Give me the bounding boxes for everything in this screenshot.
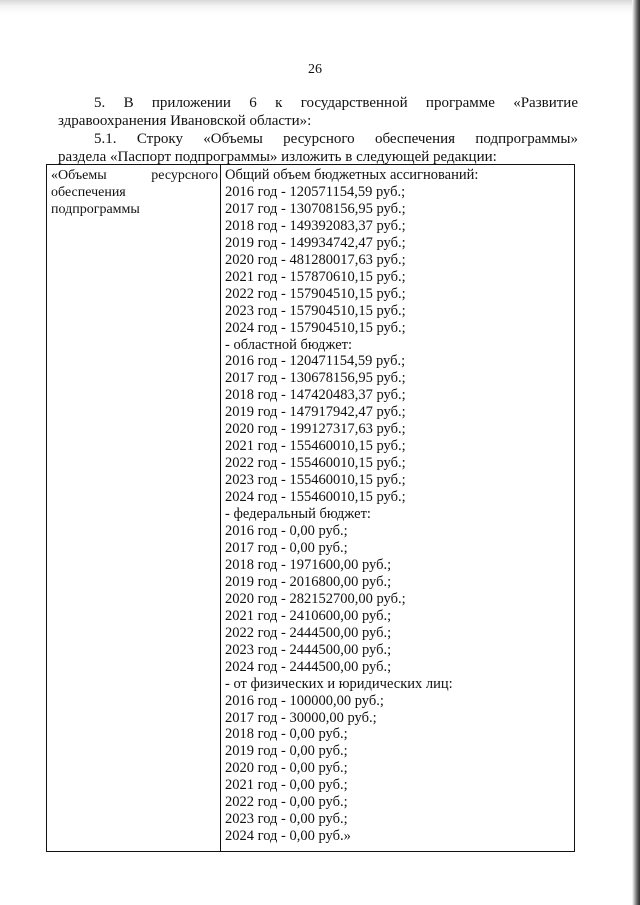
paragraph-5: [58, 94, 578, 130]
value-line: - федеральный бюджет:: [225, 506, 371, 523]
resource-table: [46, 164, 575, 852]
value-line: 2019 год - 2016800,00 руб.;: [225, 573, 392, 590]
label-cell: [47, 165, 221, 852]
label-line-2: обеспечения: [51, 185, 126, 200]
paragraph-5-1-line-1: 5.1. Строку «Объемы ресурсного обеспечения подпрограммы»: [94, 131, 578, 147]
value-line: Общий объем бюджетных ассигнований:: [225, 167, 479, 183]
paragraph-5-line-2: здравоохранения Ивановской области»:: [58, 113, 312, 129]
value-line: 2021 год - 157870610,15 руб.;: [225, 268, 406, 285]
value-line: 2020 год - 282152700,00 руб.;: [225, 590, 406, 607]
value-line: 2017 год - 130708156,95 руб.;: [225, 200, 406, 217]
value-line: 2018 год - 147420483,37 руб.;: [225, 387, 406, 404]
value-line: 2016 год - 120571154,59 руб.;: [225, 183, 406, 200]
value-line: 2024 год - 155460010,15 руб.;: [225, 489, 406, 506]
value-line: 2021 год - 0,00 руб.;: [225, 777, 348, 794]
paragraph-5-line-1: 5. В приложении 6 к государственной программе «Развитие: [94, 95, 578, 111]
value-line: 2016 год - 100000,00 руб.;: [225, 692, 384, 709]
label-line-1: «Объемы ресурсного: [51, 168, 218, 183]
value-line: 2018 год - 0,00 руб.;: [225, 726, 348, 743]
value-line: 2023 год - 157904510,15 руб.;: [225, 302, 406, 319]
scan-top-edge: [0, 0, 640, 14]
value-line: 2023 год - 155460010,15 руб.;: [225, 472, 406, 489]
value-line: 2021 год - 155460010,15 руб.;: [225, 438, 406, 455]
value-line: - областной бюджет:: [225, 336, 353, 353]
value-line: 2020 год - 0,00 руб.;: [225, 760, 348, 777]
table-row: [47, 165, 575, 852]
value-line: 2020 год - 199127317,63 руб.;: [225, 421, 406, 438]
value-line: 2016 год - 120471154,59 руб.;: [225, 353, 406, 370]
label-line-3: подпрограммы: [51, 202, 140, 217]
value-line: 2020 год - 481280017,63 руб.;: [225, 251, 406, 268]
value-line: 2024 год - 157904510,15 руб.;: [225, 319, 406, 336]
paragraph-5-1-line-2: раздела «Паспорт подпрограммы» изложить в следующей редакции:: [58, 149, 497, 165]
value-line: 2022 год - 2444500,00 руб.;: [225, 624, 392, 641]
paragraph-5-1: [58, 130, 578, 166]
value-line: 2019 год - 149934742,47 руб.;: [225, 234, 406, 251]
values-cell: [221, 165, 575, 852]
value-line: 2022 год - 0,00 руб.;: [225, 794, 348, 811]
value-line: 2023 год - 2444500,00 руб.;: [225, 641, 392, 658]
value-line: 2018 год - 149392083,37 руб.;: [225, 217, 406, 234]
value-line: 2018 год - 1971600,00 руб.;: [225, 556, 392, 573]
value-line: 2016 год - 0,00 руб.;: [225, 523, 348, 540]
page-number: 26: [308, 62, 322, 77]
value-line: 2024 год - 0,00 руб.»: [225, 828, 351, 845]
value-line: 2022 год - 155460010,15 руб.;: [225, 455, 406, 472]
value-line: 2019 год - 0,00 руб.;: [225, 743, 348, 760]
value-line: 2017 год - 30000,00 руб.;: [225, 709, 377, 726]
value-line: 2022 год - 157904510,15 руб.;: [225, 285, 406, 302]
value-line: 2021 год - 2410600,00 руб.;: [225, 607, 392, 624]
value-line: 2019 год - 147917942,47 руб.;: [225, 404, 406, 421]
value-line: 2023 год - 0,00 руб.;: [225, 811, 348, 828]
value-line: - от физических и юридических лиц:: [225, 675, 453, 692]
value-line: 2017 год - 130678156,95 руб.;: [225, 370, 406, 387]
value-line: 2024 год - 2444500,00 руб.;: [225, 658, 392, 675]
scan-right-edge: [632, 0, 640, 905]
value-line: 2017 год - 0,00 руб.;: [225, 539, 348, 556]
